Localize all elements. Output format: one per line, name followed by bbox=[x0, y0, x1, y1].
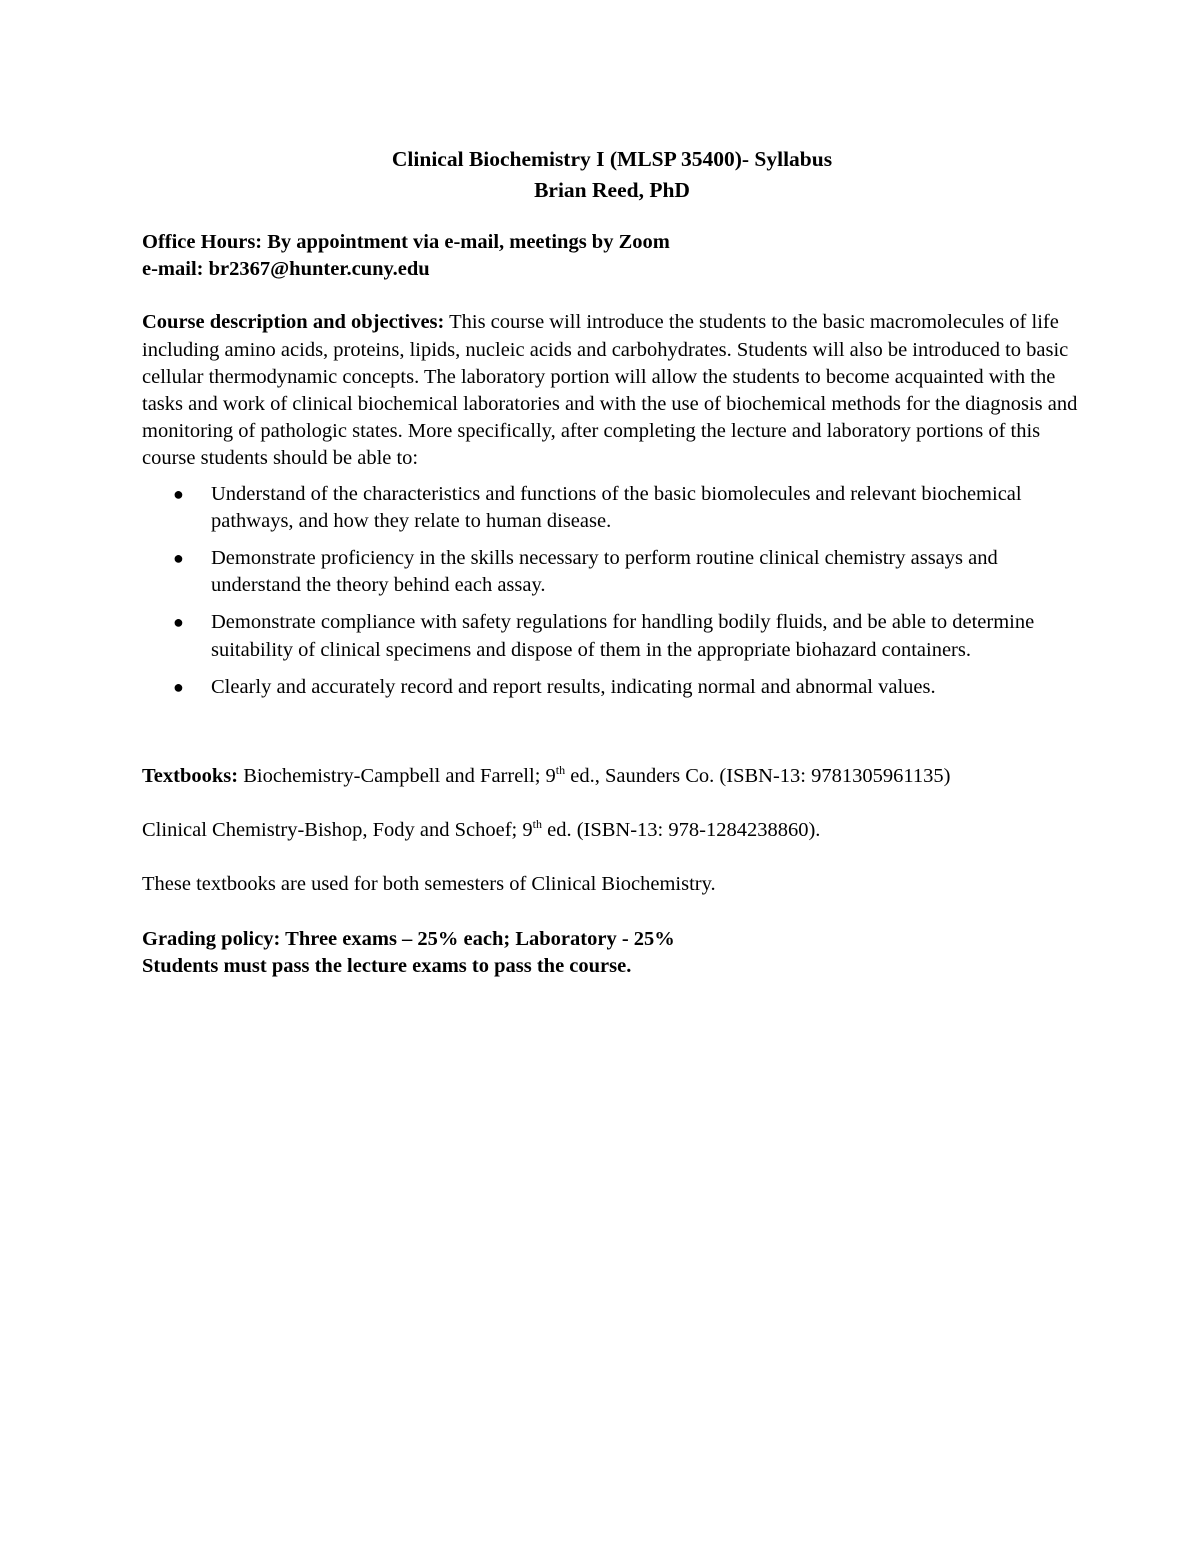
textbook-1-details: ed., Saunders Co. (ISBN-13: 9781305961135) bbox=[565, 765, 951, 788]
bullet-icon: ● bbox=[173, 483, 184, 504]
contact-block bbox=[142, 229, 1082, 283]
instructor-name: Brian Reed, PhD bbox=[534, 178, 690, 202]
bullet-icon: ● bbox=[173, 676, 184, 697]
textbook-1-title: Biochemistry-Campbell and Farrell; 9 bbox=[238, 765, 556, 788]
textbooks-note: These textbooks are used for both semesters of Clinical Biochemistry. bbox=[142, 873, 716, 896]
syllabus-content bbox=[142, 144, 1082, 980]
objective-text: Demonstrate compliance with safety regulations for handling bodily fluids, and be able to determine suitability of clinical specimens and dispose of them in the appropriate biohazard containers. bbox=[211, 611, 1035, 661]
grading-section bbox=[142, 926, 1082, 980]
grading-policy: Grading policy: Three exams – 25% each; Laboratory - 25% bbox=[142, 927, 675, 950]
email-line: e-mail: br2367@hunter.cuny.edu bbox=[142, 258, 430, 281]
objective-text: Demonstrate proficiency in the skills necessary to perform routine clinical chemistry assays and understand the theory behind each assay. bbox=[211, 547, 998, 597]
textbook-2-details: ed. (ISBN-13: 978-1284238860). bbox=[541, 819, 821, 842]
textbook-2-sup: th bbox=[532, 817, 542, 832]
bullet-icon: ● bbox=[173, 548, 184, 569]
document-title: Clinical Biochemistry I (MLSP 35400)- Syllabus bbox=[391, 147, 833, 171]
textbook-1-sup: th bbox=[555, 763, 566, 778]
bullet-icon: ● bbox=[173, 612, 184, 633]
objective-text: Clearly and accurately record and report results, indicating normal and abnormal values. bbox=[211, 675, 936, 698]
textbooks-section bbox=[142, 763, 1082, 899]
description-label: Course description and objectives: bbox=[142, 311, 445, 334]
textbook-2-title: Clinical Chemistry-Bishop, Fody and Schoef; 9 bbox=[142, 819, 533, 842]
textbooks-label: Textbooks: bbox=[142, 765, 239, 788]
objective-item bbox=[142, 674, 1082, 701]
objective-item bbox=[142, 545, 1082, 599]
objective-item bbox=[142, 609, 1082, 663]
grading-requirement: Students must pass the lecture exams to pass the course. bbox=[142, 954, 632, 977]
course-description bbox=[142, 309, 1082, 472]
textbook-2 bbox=[142, 817, 1082, 844]
objectives-list bbox=[142, 481, 1082, 701]
description-text: This course will introduce the students to the basic macromolecules of life including amino acids, proteins, lipids, nucleic acids and carbohydrates. Students will also be introduced to basic cellular thermodynamic concepts. The laboratory portion will allow the students to become acquainted with the tasks and work of clinical biochemical laboratories and with the use of biochemical methods for the diagnosis and monitoring of pathologic states. More specifically, after completing the lecture and laboratory portions of this course students should be able to: bbox=[142, 311, 1078, 470]
office-hours: Office Hours: By appointment via e-mail, meetings by Zoom bbox=[142, 231, 670, 253]
title-block bbox=[142, 144, 1082, 206]
objective-item bbox=[142, 481, 1082, 535]
textbook-1 bbox=[142, 763, 1082, 790]
objective-text: Understand of the characteristics and functions of the basic biomolecules and relevant biochemical pathways, and how they relate to human disease. bbox=[211, 482, 1022, 532]
